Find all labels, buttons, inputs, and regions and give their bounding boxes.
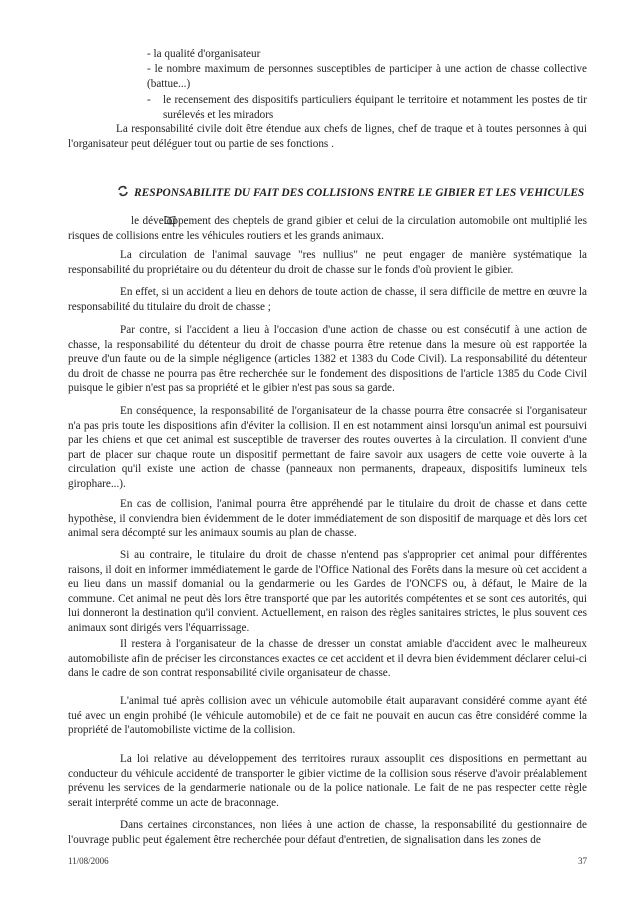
intro-list-item: - le nombre maximum de personnes susceptibles de participer à une action de chasse collective (battue...) bbox=[147, 63, 587, 90]
intro-list-item: le recensement des dispositifs particuliers équipant le territoire et notamment les postes de tir surélevés et les miradors bbox=[163, 94, 587, 121]
paragraph-4: Par contre, si l'accident a lieu à l'occasion d'une action de chasse ou est consécutif à une action de chasse, la responsabilité du détenteur du droit de chasse pourra être retenue dans la mesure où est rapportée la preuve d'un faute ou de la simple négligence (articles 1382 et 1383 du Code Civil). La responsabilité du détenteur du droit de chasse ne pourra pas être recherchée sur le fondement des dispositions de l'article 1385 du Code Civil puisque le gibier n'est pas sa propriété et le gibier n'est pas sous sa garde. bbox=[68, 324, 587, 395]
intro-paragraph: La responsabilité civile doit être étendue aux chefs de lignes, chef de traque et à toutes personnes à qui l'organisateur peut déléguer tout ou partie de ses fonctions . bbox=[68, 123, 587, 150]
footer-date: 11/08/2006 bbox=[68, 856, 109, 866]
paragraph-1 bbox=[68, 214, 587, 243]
section-heading bbox=[117, 185, 584, 200]
paragraph-11: Dans certaines circonstances, non liées à une action de chasse, la responsabilité du gestionnaire de l'ouvrage public peut également être recherchée pour défaut d'entretien, de signalisation dans les zones de bbox=[68, 819, 587, 846]
intro-list-item: - la qualité d'organisateur bbox=[147, 48, 261, 60]
paragraph-7: Si au contraire, le titulaire du droit de chasse n'entend pas s'approprier cet animal pour différentes raisons, il doit en informer immédiatement le garde de l'Office National des Forêts dans la mesure où cet accident a eu lieu dans un massif domanial ou la gendarmerie ou les Gardes de l'ONCFS ou, à défaut, le Maire de la commune. Cet animal ne peut dès lors être transporté que par les autorités compétentes et se sont ces autorités, qui lui donneront la destination qu'il convient. Actuellement, en raison des règles sanitaires strictes, le plus souvent ces animaux sont dirigés vers l'équarrissage. bbox=[68, 549, 587, 634]
paragraph-2: La circulation de l'animal sauvage "res nullius" ne peut engager de manière systématique la responsabilité du propriétaire ou du détenteur du droit de chasse sur le fonds d'où provient le gibier. bbox=[68, 249, 587, 276]
section-heading-text: RESPONSABILITE DU FAIT DES COLLISIONS ENTRE LE GIBIER ET LES VEHICULES bbox=[134, 186, 585, 199]
paragraph-9: L'animal tué après collision avec un véhicule automobile était auparavant considéré comme ayant été tué avec un engin prohibé (le véhicule automobile) et de ce fait ne pouvait en aucun cas être considéré comme la propriété de l'automobiliste victime de la collision. bbox=[68, 695, 587, 737]
intro-list-dash: - bbox=[147, 94, 151, 106]
open-book-icon bbox=[116, 215, 128, 225]
footer-page-number: 37 bbox=[578, 856, 587, 866]
paragraph-3: En effet, si un accident a lieu en dehors de toute action de chasse, il sera difficile de mettre en œuvre la responsabilité du titulaire du droit de chasse ; bbox=[68, 286, 587, 313]
recycle-arrows-icon bbox=[117, 185, 131, 200]
paragraph-8: Il restera à l'organisateur de la chasse de dresser un constat amiable d'accident avec le malheureux automobiliste afin de préciser les circonstances exactes ce cet accident et il devra bien évidemment déclarer celui-ci dans le cadre de son contrat responsabilité civile organisateur de chasse. bbox=[68, 638, 587, 680]
paragraph-6: En cas de collision, l'animal pourra être appréhendé par le titulaire du droit de chasse et dans cette hypothèse, il conviendra bien évidemment de le doter immédiatement de son dispositif de marquage et dès lors cet animal sera décompté sur les animaux soumis au plan de chasse. bbox=[68, 498, 587, 540]
paragraph-5: En conséquence, la responsabilité de l'organisateur de la chasse pourra être consacrée si l'organisateur n'a pas pris toute les dispositions afin d'éviter la collision. Il en est notamment ainsi lorsqu'un animal est poursuivi par les chiens et que cet animal est susceptible de traverser des routes ouvertes à la circulation. Il convient d'une part de placer sur chaque route un dispositif permettant de faire savoir aux usagers de cette voie ouverte à la circulation qu'il existe une action de chasse (panneaux non permanents, drapeaux, dispositifs lumineux tels girophare...). bbox=[68, 405, 587, 490]
paragraph-10: La loi relative au développement des territoires ruraux assouplit ces dispositions en permettant au conducteur du véhicule accidenté de transporter le gibier victime de la collision sous réserve d'avoir préalablement prévenu les services de la gendarmerie nationale ou de la police nationale. Le fait de ne pas respecter cette règle serait interprété comme un acte de braconnage. bbox=[68, 753, 587, 809]
paragraph-1-text: le développement des cheptels de grand gibier et celui de la circulation automobile ont multiplié les risques de collisions entre les véhicules routiers et les grands animaux. bbox=[68, 215, 587, 242]
